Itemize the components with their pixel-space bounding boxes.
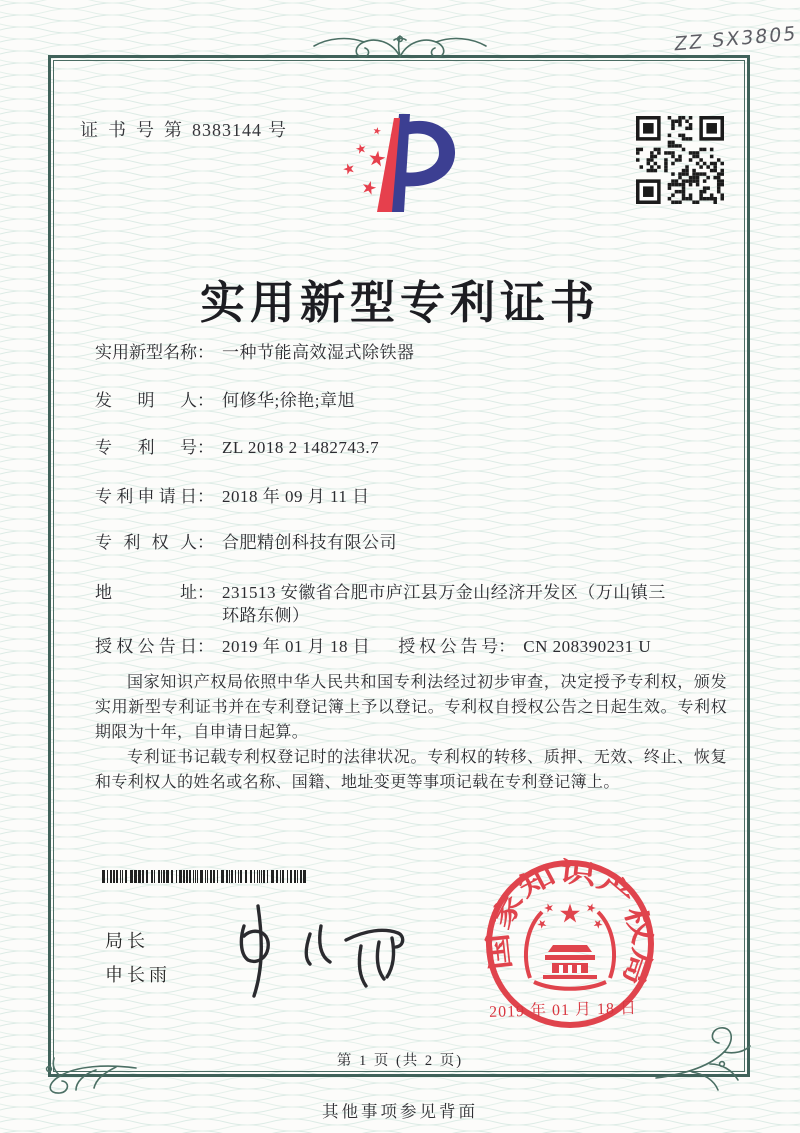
field-value: 合肥精创科技有限公司 [222, 533, 397, 552]
seal-text: 国家知识产权局 [483, 856, 658, 980]
certificate-number-label: 证书号第 [80, 120, 192, 140]
legal-text-section [95, 670, 727, 795]
field-label: 实用新型名称 [95, 343, 197, 362]
back-note: 其他事项参见背面 [322, 1102, 478, 1121]
legal-paragraph-2: 专利证书记载专利权登记时的法律状况。专利权的转移、质押、无效、终止、恢复和专利权人的姓名或名称、国籍、地址变更等事项记载在专利登记簿上。 [95, 749, 727, 791]
field-colon: ： [197, 533, 214, 552]
cnipa-logo [336, 112, 468, 216]
logo-stars [342, 126, 386, 195]
frame-ornament-top [298, 30, 502, 60]
fields-section [95, 341, 725, 658]
qr-code [636, 116, 724, 204]
field-value: 2019 年 01 月 18 日 [222, 637, 371, 656]
legal-paragraph-1: 国家知识产权局依照中华人民共和国专利法经过初步审查，决定授予专利权，颁发实用新型专利证书并在专利登记簿上予以登记。专利权自授权公告之日起生效。专利权期限为十年，自申请日起算。 [95, 674, 727, 741]
field-colon: ： [197, 637, 214, 656]
handwritten-code: ZZ SX3805 [673, 22, 799, 56]
field-colon: ： [498, 637, 516, 656]
field-value: 何修华;徐艳;章旭 [222, 391, 355, 410]
seal-date: 2019 年 01 月 18 日 [488, 1000, 638, 1021]
field-row-patentee [95, 531, 725, 554]
page-number: 第 1 页 (共 2 页) [336, 1053, 464, 1069]
director-name: 申长雨 [105, 965, 171, 985]
national-emblem [526, 902, 614, 989]
logo-p-shape [377, 114, 455, 212]
field-colon: ： [197, 438, 214, 457]
signature-handwriting [218, 900, 413, 1000]
barcode [102, 870, 307, 883]
field-row-grant [95, 635, 725, 658]
field-colon: ： [197, 391, 214, 410]
director-block [105, 924, 171, 992]
field-label: 授权公告日 [95, 637, 197, 656]
field-row-inventors [95, 389, 725, 412]
certificate-number [80, 116, 286, 142]
field-value: 一种节能高效湿式除铁器 [222, 343, 415, 362]
grant-number-value: CN 208390231 U [523, 637, 652, 656]
field-value: 2018 年 09 月 11 日 [222, 487, 370, 506]
field-row-address [95, 581, 725, 627]
director-title: 局长 [105, 931, 149, 951]
field-label: 发明人 [95, 391, 197, 410]
field-label: 专利号 [95, 438, 197, 457]
field-value: 231513 安徽省合肥市庐江县万金山经济开发区（万山镇三环路东侧） [222, 583, 666, 625]
field-label: 专利申请日 [95, 487, 197, 506]
field-colon: ： [197, 583, 214, 602]
certificate-number-value: 8383144 [192, 120, 262, 140]
field-row-name [95, 341, 725, 364]
field-colon: ： [197, 343, 214, 362]
field-colon: ： [197, 487, 214, 506]
field-row-filing-date [95, 485, 725, 508]
field-label: 地址 [95, 583, 197, 602]
field-label: 专利权人 [95, 533, 197, 552]
certificate-title: 实用新型专利证书 [199, 278, 600, 329]
field-row-patent-no [95, 436, 725, 459]
grant-number-label: 授权公告号 [398, 637, 499, 656]
certificate-number-suffix: 号 [268, 120, 286, 140]
field-value: ZL 2018 2 1482743.7 [222, 438, 380, 457]
